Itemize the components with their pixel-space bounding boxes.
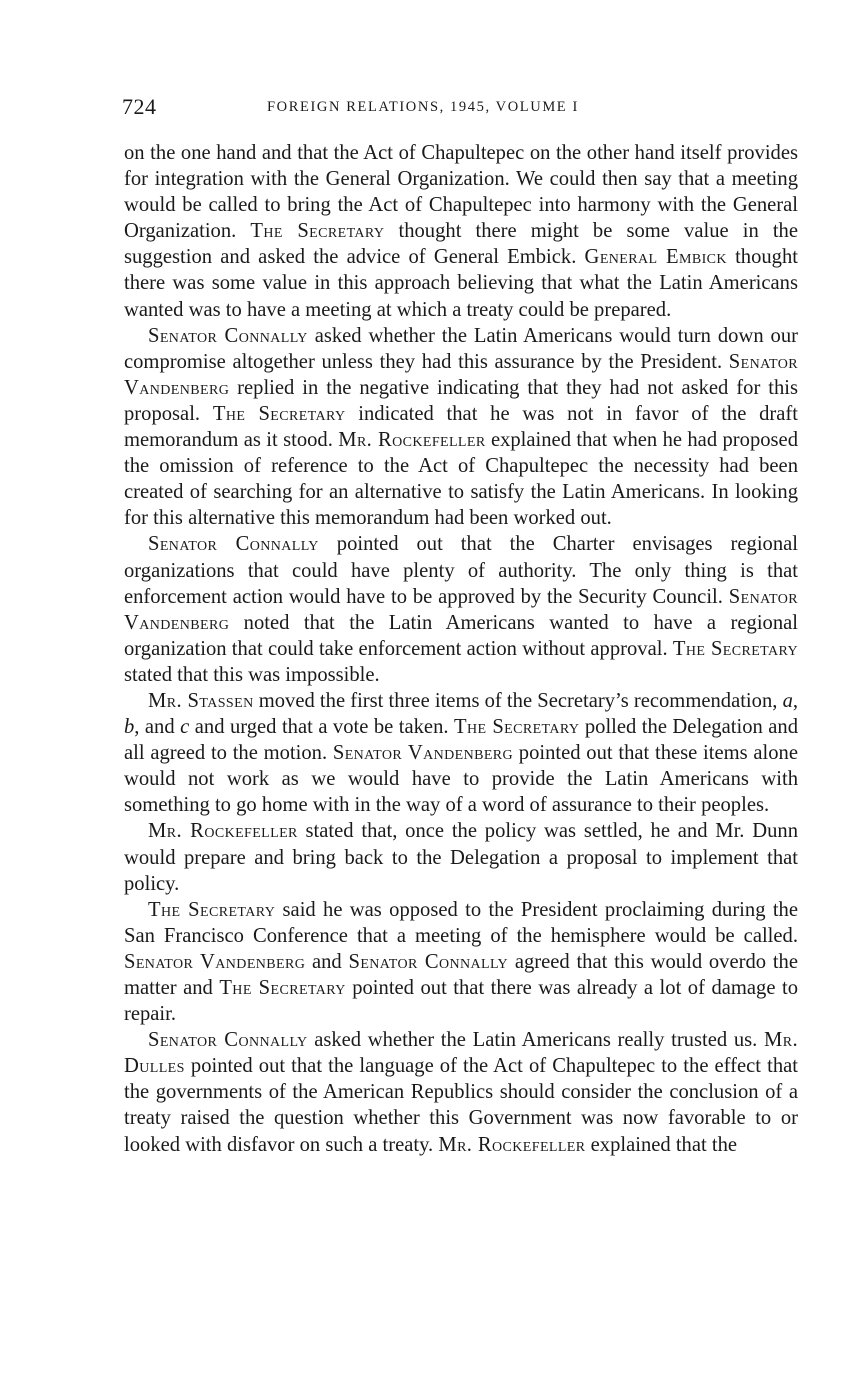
speaker-name: Senator Vandenberg	[124, 950, 306, 973]
speaker-name: The Secretary	[148, 898, 276, 921]
speaker-name: The Secretary	[212, 402, 346, 425]
text-run: explained that the	[585, 1133, 738, 1156]
text-run: pointed out that the Charter envisages regional organizations that could have plenty of authority. The only thing is that enforcement action would have to be approved by the Security Council.	[124, 533, 799, 608]
text-run: indicated that he was not in favor of the draft memorandum as it stood.	[124, 402, 799, 452]
text-run: stated that this was impossible.	[124, 663, 380, 686]
speaker-name: Senator Connally	[348, 950, 509, 973]
text-run: on the one hand and that the Act of Chapultepec on the other hand itself provides for integration with the General Organization. We could then say that a meeting would be called to bring the Act of Chapultepec into harmony with the General Organization.	[124, 142, 798, 243]
text-run: pointed out that there was already a lot of damage to repair.	[124, 977, 798, 1026]
speaker-name: Senator Vandenberg	[124, 350, 798, 399]
text-run: and urged that a vote be taken.	[189, 716, 454, 739]
page-number: 724	[122, 94, 157, 119]
speaker-name: Senator Connally	[148, 324, 308, 347]
page-header	[122, 94, 797, 120]
speaker-name: The Secretary	[672, 637, 799, 660]
italic-letter: b	[124, 716, 135, 739]
text-run: thought there was some value in this approach believing that what the Latin Americans wanted was to have a meeting at which a treaty could be prepared.	[124, 246, 798, 321]
text-run: said he was opposed to the President proclaiming during the San Francisco Conference that a meeting of the hemisphere would be called.	[124, 898, 798, 947]
text-run: ,	[792, 689, 799, 712]
italic-letter: a	[782, 689, 793, 712]
speaker-name: Mr. Rockefeller	[338, 429, 486, 452]
text-run: , and	[134, 716, 181, 739]
speaker-name: Mr. Rockefeller	[148, 820, 298, 843]
speaker-name: The Secretary	[454, 716, 580, 739]
paragraph	[124, 531, 798, 688]
paragraph	[124, 688, 798, 818]
paragraph	[124, 140, 798, 323]
speaker-name: Senator Connally	[148, 533, 319, 556]
paragraph	[124, 323, 798, 532]
text-run: replied in the negative indicating that they had not asked for this proposal.	[124, 376, 798, 425]
running-head: FOREIGN RELATIONS, 1945, VOLUME I	[267, 99, 579, 115]
text-run: agreed that this would overdo the matter and	[124, 950, 798, 999]
body-text	[124, 140, 798, 1158]
speaker-name: The Secretary	[219, 977, 346, 999]
speaker-name: Senator Vandenberg	[124, 585, 798, 634]
text-run: explained that when he had proposed the omission of reference to the Act of Chapultepec the necessity had been created of searching for an alternative to satisfy the Latin Americans. In looking for this alternative this memorandum had been worked out.	[124, 429, 798, 530]
speaker-name: Mr. Stassen	[148, 689, 254, 712]
speaker-name: Mr. Rockefeller	[438, 1133, 586, 1156]
speaker-name: The Secretary	[250, 220, 385, 243]
text-run: moved the first three items of the Secretary’s recommendation,	[253, 689, 783, 712]
text-run: noted that the Latin Americans wanted to have a regional organization that could take enforcement action without approval.	[124, 611, 798, 660]
speaker-name: General Embick	[584, 246, 727, 269]
paragraph	[124, 818, 798, 896]
paragraph	[124, 1027, 798, 1157]
text-run: polled the Delegation and all agreed to the motion.	[124, 716, 798, 765]
speaker-name: Senator Connally	[148, 1029, 308, 1052]
text-run: asked whether the Latin Americans really trusted us.	[307, 1029, 764, 1052]
italic-letter: c	[180, 716, 190, 739]
speaker-name: Mr. Dulles	[124, 1029, 798, 1078]
speaker-name: Senator Vandenberg	[332, 742, 514, 765]
text-run: stated that, once the policy was settled, he and Mr. Dunn would prepare and bring back to the Delegation a proposal to implement that policy.	[124, 820, 798, 895]
text-run: and	[305, 950, 349, 973]
text-run: pointed out that the language of the Act of Chapultepec to the effect that the governments of the American Republics should consider the conclusion of a treaty raised the question whether this Government was now favorable to or looked with disfavor on such a treaty.	[124, 1055, 798, 1156]
text-run: pointed out that these items alone would not work as we would have to provide the Latin Americans with something to go home with in the way of a word of assurance to their peoples.	[124, 742, 798, 817]
text-run: thought there might be some value in the suggestion and asked the advice of General Embick.	[124, 220, 798, 269]
text-run: asked whether the Latin Americans would turn down our compromise altogether unless they had this assurance by the President.	[124, 324, 799, 373]
paragraph	[124, 897, 798, 1027]
